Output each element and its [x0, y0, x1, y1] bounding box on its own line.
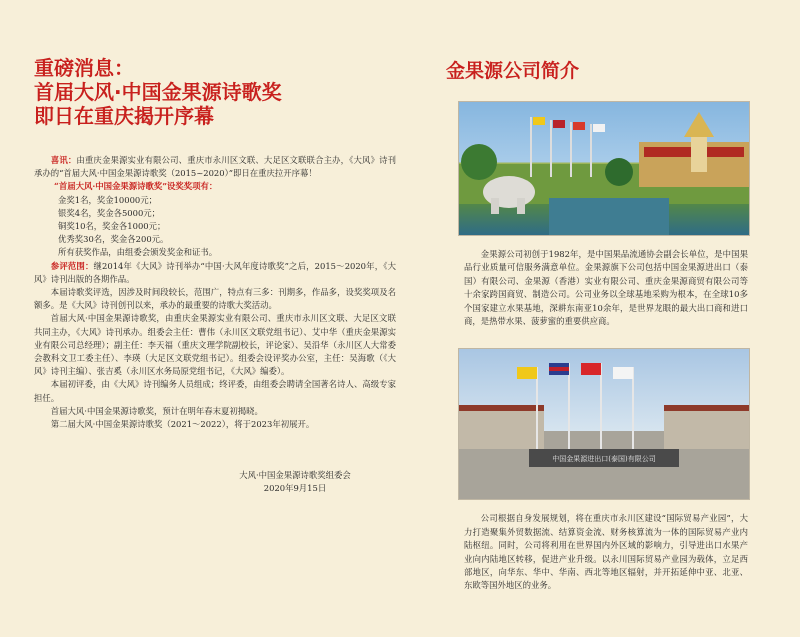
company-history-text: 金果源公司初创于1982年，是中国果品流通协会副会长单位，是中国果品行业质量可信服务满意单位。金果源旗下公司包括中国金果源进出口（泰国）有限公司、金果源（香港）实业有限公司、重庆金果源商贸有限公司等十余家跨国商贸、制造公司。公司业务以全球基地采购为根本，在全球10多个国家建立水果基地，深耕东南亚10余年，是世界龙眼的最大出口商和进口商，是热带水果、菠萝蜜的重要供应商。	[464, 249, 748, 327]
scope-label: 参评范围：	[50, 260, 94, 271]
paragraph-second-edition: 第二届大风·中国金果源诗歌奖（2021～2022），将于2023年初展开。	[50, 419, 315, 430]
company-intro-paragraph-1	[464, 248, 748, 328]
gate-sign-text: 中国金果源进出口(泰国)有限公司	[552, 455, 656, 464]
right-column	[446, 56, 766, 593]
photo-garden-pavilion	[458, 101, 750, 236]
prize-item: 金奖1名，奖金10000元；	[58, 194, 157, 205]
company-plan-text: 公司根据自身发展规划，将在重庆市永川区建设“国际贸易产业园”，大力打造聚集外贸数据流、结算资金流、财务核算流为一体的国际贸易产业内陆枢纽。同时，公司将利用在世界国内外区域的影响力，引导进出口水果产业向内陆地区转移，促进产业升级。以永川国际贸易产业园为载体，立足西部地区，向华东、华中、华南、西北等地区辐射，并开拓延伸中亚、北亚、东欧等国外地区的业务。	[464, 513, 748, 591]
paragraph-announcement: 首届大风·中国金果源诗歌奖，预计在明年春末夏初揭晓。	[50, 405, 263, 416]
scope-text: 继2014年《大风》诗刊举办“中国·大风年度诗歌奖”之后，2015～2020年，《大风》诗刊出版的各期作品。	[34, 260, 396, 284]
signature-date: 2020年9月15日	[263, 483, 327, 494]
headline	[34, 56, 396, 128]
company-intro-paragraph-2	[464, 512, 748, 592]
scope-paragraph	[34, 260, 396, 286]
intro-paragraph	[34, 154, 396, 180]
signature-org: 大风·中国金果源诗歌奖组委会	[239, 470, 351, 481]
headline-line-3: 即日在重庆揭开序幕	[34, 104, 214, 128]
headline-line-1: 重磅消息：	[34, 56, 134, 80]
gate-illustration	[459, 349, 749, 499]
photo-company-gate	[458, 348, 750, 500]
prize-item: 银奖4名，奖金各5000元；	[58, 207, 161, 218]
prize-item: 优秀奖30名，奖金各200元。	[58, 234, 169, 245]
paragraph-organizers: 首届大风·中国金果源诗歌奖，由重庆金果源实业有限公司、重庆市永川区文联、大足区文联共同主办，《大风》诗刊承办。组委会主任：曹伟（永川区文联党组书记）、艾中华（重庆金果源实业有限公司总经理）；副主任：李天福（重庆文理学院副校长，评论家）、吴沿华（永川区人大常委会教科文卫工委主任）、李瑛（大足区文联党组书记）。组委会设评奖办公室，主任：吴海歌（《大风》诗刊主编）、张吉奚（永川区水务局原党组书记，《大风》编委）。	[34, 313, 396, 377]
left-column	[34, 56, 396, 495]
prize-item: 铜奖10名，奖金各1000元；	[58, 221, 166, 232]
paragraph-judges: 本届初评委，由《大风》诗刊编务人员组成；终评委，由组委会聘请全国著名诗人、高级专家担任。	[34, 379, 396, 403]
prize-item: 所有获奖作品，由组委会颁发奖金和证书。	[58, 247, 218, 258]
company-intro-title: 金果源公司简介	[446, 60, 580, 82]
intro-label: 喜讯：	[50, 155, 77, 165]
article-body	[34, 154, 396, 431]
paragraph-features: 本届诗歌奖评选，因涉及时间段较长，范围广，特点有三多：刊期多，作品多，设奖奖项及名额多。是《大风》诗刊创刊以来，承办的最重要的诗歌大奖活动。	[34, 287, 396, 311]
signature	[34, 469, 396, 495]
garden-illustration	[459, 102, 749, 235]
prize-heading: “首届大风·中国金果源诗歌奖”设奖奖项有：	[54, 181, 218, 192]
headline-line-2: 首届大风·中国金果源诗歌奖	[34, 80, 282, 104]
intro-text: 由重庆金果源实业有限公司、重庆市永川区文联、大足区文联联合主办，《大风》诗刊承办的“首届大风·中国金果源诗歌奖（2015~2020）”即日在重庆拉开序幕！	[34, 155, 396, 179]
